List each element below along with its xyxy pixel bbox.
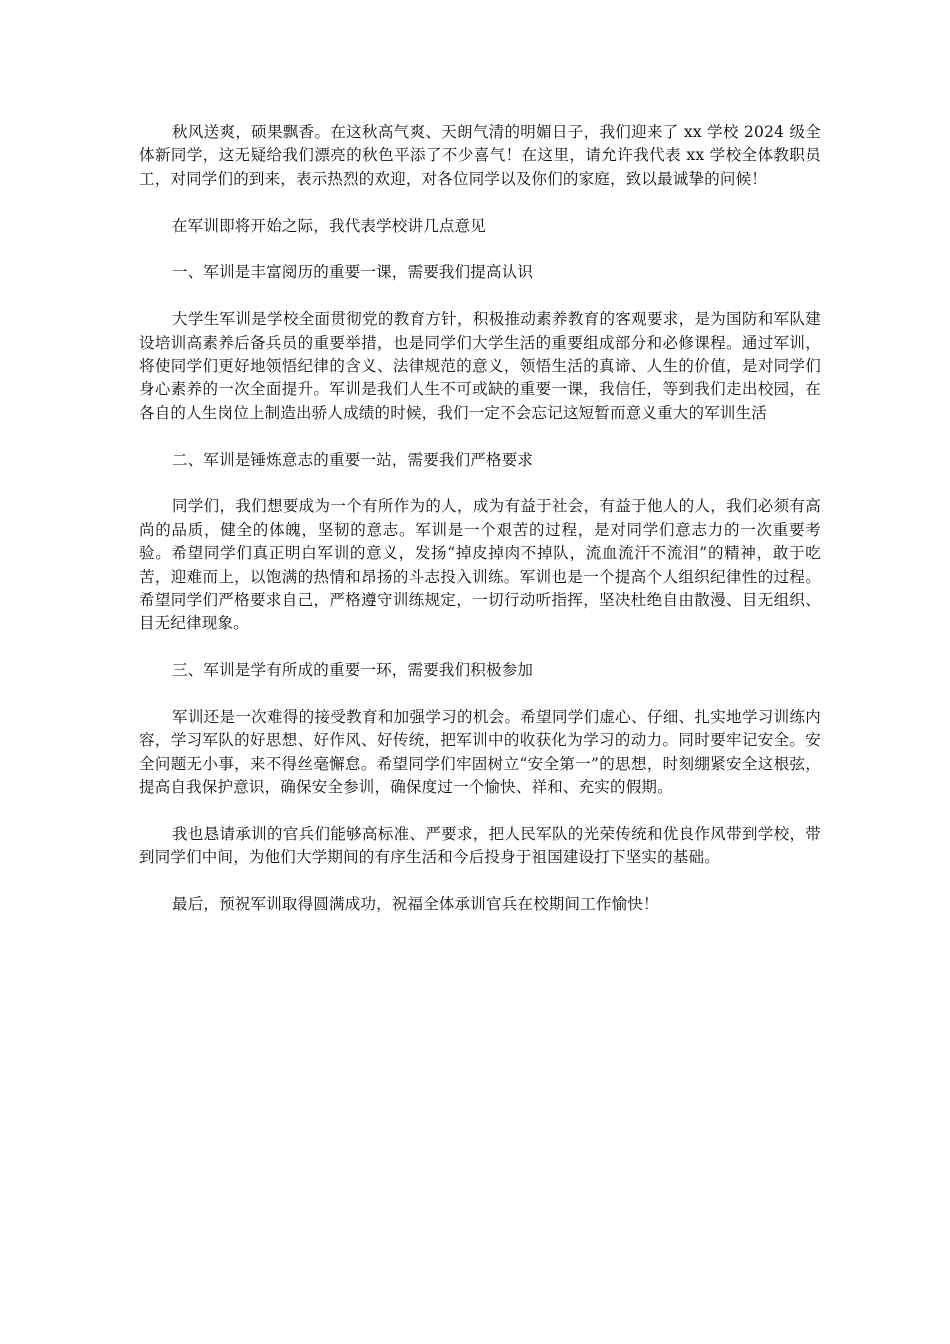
paragraph-spacer [139,285,821,308]
paragraph-spacer [139,683,821,706]
paragraph-intro: 在军训即将开始之际，我代表学校讲几点意见 [172,216,487,235]
section-heading-3: 三、军训是学有所成的重要一环，需要我们积极参加 [172,661,534,680]
paragraph-spacer [139,800,821,823]
paragraph-spacer [139,636,821,659]
paragraph-spacer [139,472,821,495]
paragraph-spacer [139,238,821,261]
section-body-2: 同学们，我们想要成为一个有所作为的人，成为有益于社会，有益于他人的人，我们必须有高尚的品质，健全的体魄，坚韧的意志。军训是一个艰苦的过程，是对同学们意志力的一次重要考验。希望同学们真正明白军训的意义，发扬“掉皮掉肉不掉队，流血流汗不流泪”的精神，敢于吃苦，迎难而上，以饱满的热情和昂扬的斗志投入训练。军训也是一个提高个人组织纪律性的过程。希望同学们严格要求自己，严格遵守训练规定，一切行动听指挥，坚决杜绝自由散漫、目无组织、目无纪律现象。 [139,497,821,633]
paragraph-welcome: 秋风送爽，硕果飘香。在这秋高气爽、天朗气清的明媚日子，我们迎来了 xx 学校 2024 级全体新同学，这无疑给我们漂亮的秋色平添了不少喜气！在这里，请允许我代表 xx 学校全体教职员工，对同学们的到来，表示热烈的欢迎，对各位同学以及你们的家庭，致以最诚挚的问候！ [139,123,821,188]
paragraph-closing: 最后，预祝军训取得圆满成功，祝福全体承训官兵在校期间工作愉快！ [172,895,659,914]
section-heading-2: 二、军训是锤炼意志的重要一站，需要我们严格要求 [172,450,534,469]
paragraph-spacer [139,191,821,214]
section-body-3: 军训还是一次难得的接受教育和加强学习的机会。希望同学们虚心、仔细、扎实地学习训练内容，学习军队的好思想、好作风、好传统，把军训中的收获化为学习的动力。同时要牢记安全。安全问题无小事，来不得丝毫懈怠。希望同学们牢固树立“安全第一”的思想，时刻绷紧安全这根弦，提高自我保护意识，确保安全参训，确保度过一个愉快、祥和、充实的假期。 [139,708,821,797]
paragraph-spacer [139,870,821,893]
section-body-1: 大学生军训是学校全面贯彻党的教育方针，积极推动素养教育的客观要求，是为国防和军队建设培训高素养后备兵员的重要举措，也是同学们大学生活的重要组成部分和必修课程。通过军训，将使同学们更好地领悟纪律的含义、法律规范的意义，领悟生活的真谛、人生的价值，是对同学们身心素养的一次全面提升。军训是我们人生不可或缺的重要一课，我信任，等到我们走出校园，在各自的人生岗位上制造出骄人成绩的时候，我们一定不会忘记这短暂而意义重大的军训生活 [139,310,821,422]
section-heading-1: 一、军训是丰富阅历的重要一课，需要我们提高认识 [172,263,534,282]
paragraph-spacer [139,425,821,448]
paragraph-request: 我也恳请承训的官兵们能够高标准、严要求，把人民军队的光荣传统和优良作风带到学校，带到同学们中间，为他们大学期间的有序生活和今后投身于祖国建设打下坚实的基础。 [139,825,821,867]
document-body [139,121,821,917]
